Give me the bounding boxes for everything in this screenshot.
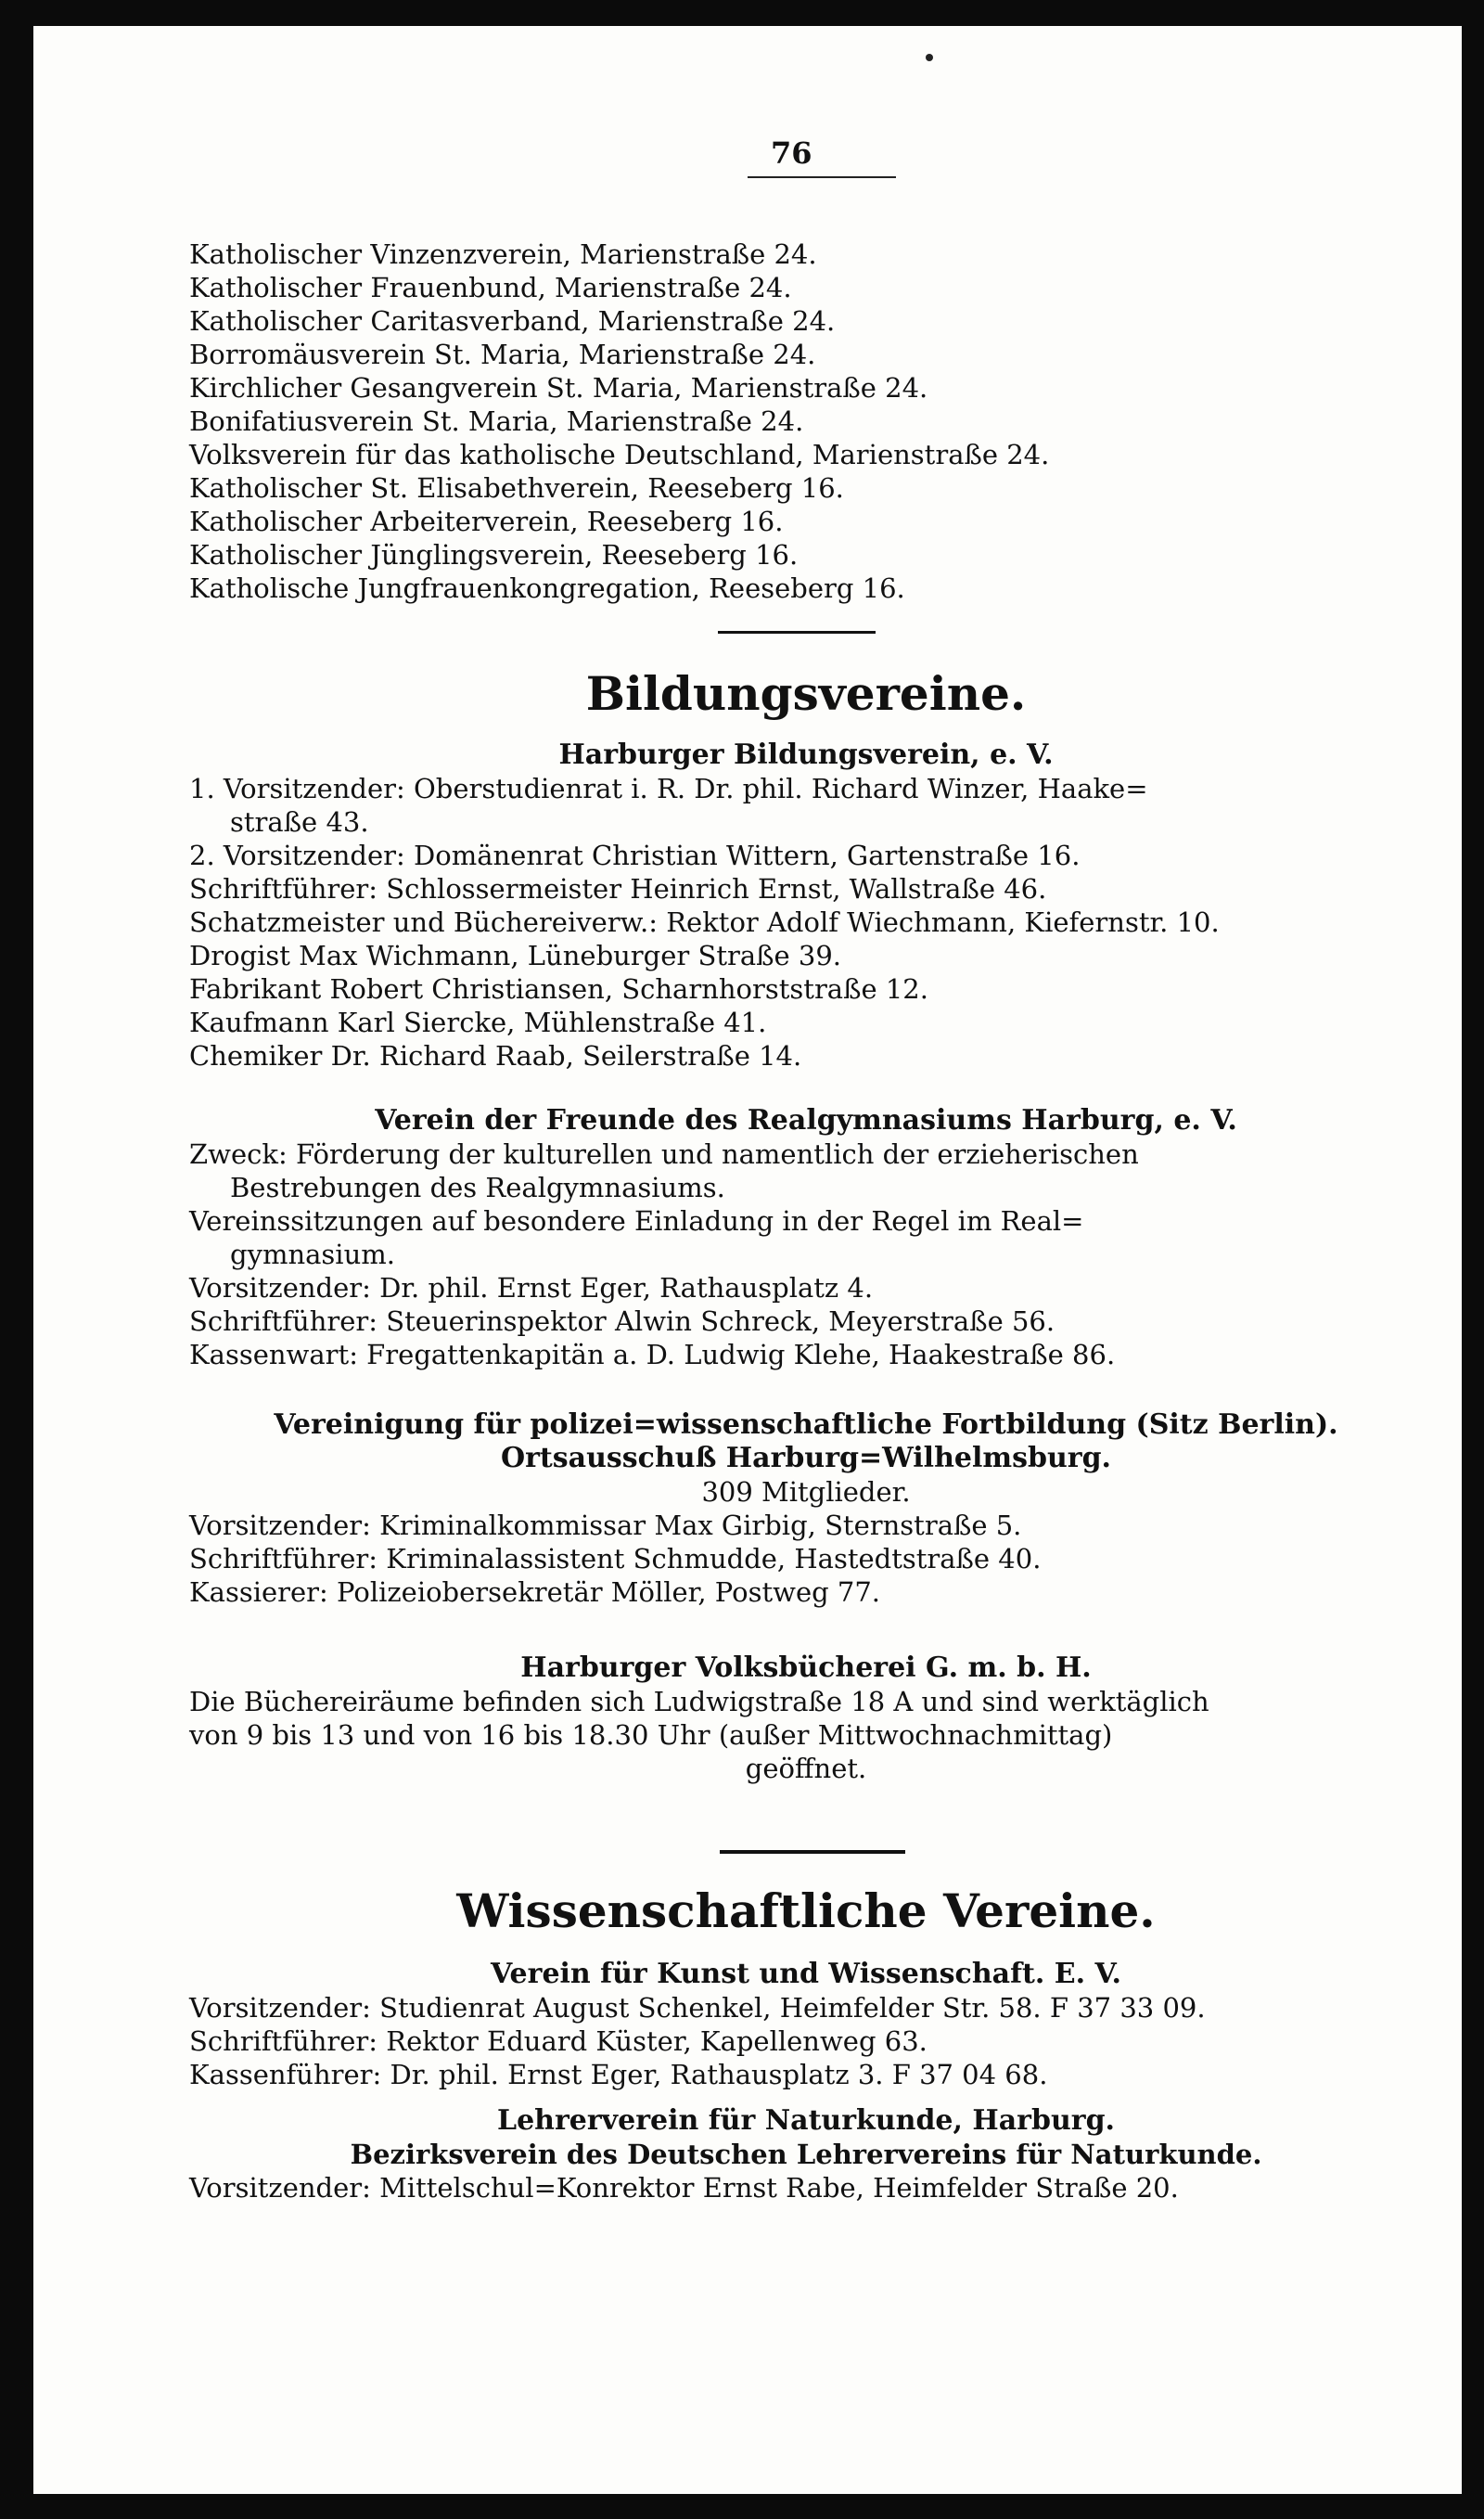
list-item: Katholischer St. Elisabethverein, Reeseberg 16. <box>189 472 844 504</box>
entry-line: Die Büchereiräume befinden sich Ludwigstraße 18 A und sind werktäglich <box>189 1686 1209 1717</box>
entry-line: straße 43. <box>230 806 369 838</box>
entry-line: Vorsitzender: Dr. phil. Ernst Eger, Rathausplatz 4. <box>189 1272 874 1304</box>
harburger-bildungsverein <box>189 739 1423 1073</box>
member-count: 309 Mitglieder. <box>701 1476 911 1508</box>
entry-line: Schriftführer: Schlossermeister Heinrich Ernst, Wallstraße 46. <box>189 873 1047 905</box>
entry-line: Vorsitzender: Mittelschul=Konrektor Ernst Rabe, Heimfelder Straße 20. <box>189 2172 1179 2204</box>
association-heading: Harburger Volksbücherei G. m. b. H. <box>520 1651 1092 1684</box>
list-item: Katholischer Vinzenzverein, Marienstraße 24. <box>189 238 817 270</box>
page-number-rule <box>748 176 896 178</box>
entry-line: Schriftführer: Rektor Eduard Küster, Kapellenweg 63. <box>189 2025 928 2057</box>
catholic-list <box>189 238 1423 605</box>
association-subheading: Ortsausschuß Harburg=Wilhelmsburg. <box>500 1442 1112 1474</box>
entry-line: gymnasium. <box>230 1239 395 1270</box>
entry-line: Kassenführer: Dr. phil. Ernst Eger, Rathausplatz 3. F 37 04 68. <box>189 2059 1048 2090</box>
entry-line: von 9 bis 13 und von 16 bis 18.30 Uhr (außer Mittwochnachmittag) <box>189 1719 1113 1751</box>
entry-line: geöffnet. <box>745 1753 867 1784</box>
entry-line: Zweck: Förderung der kulturellen und namentlich der erzieherischen <box>189 1138 1139 1170</box>
section-divider <box>720 1850 905 1854</box>
entry-line: Drogist Max Wichmann, Lüneburger Straße 39. <box>189 940 842 971</box>
association-subheading: Bezirksverein des Deutschen Lehrervereins für Naturkunde. <box>350 2139 1262 2170</box>
list-item: Bonifatiusverein St. Maria, Marienstraße 24. <box>189 405 804 437</box>
entry-line: Fabrikant Robert Christiansen, Scharnhorststraße 12. <box>189 973 928 1005</box>
entry-line: Kaufmann Karl Siercke, Mühlenstraße 41. <box>189 1007 767 1038</box>
entry-line: Schriftführer: Steuerinspektor Alwin Schreck, Meyerstraße 56. <box>189 1305 1055 1337</box>
vereinigung-polizei <box>189 1408 1423 1609</box>
list-item: Katholischer Arbeiterverein, Reeseberg 16. <box>189 506 784 537</box>
section-wissenschaftliche-vereine <box>189 1883 1423 1939</box>
entry-line: 2. Vorsitzender: Domänenrat Christian Wittern, Gartenstraße 16. <box>189 840 1081 871</box>
verein-freunde-realgymnasium <box>189 1104 1423 1371</box>
lehrerverein-naturkunde <box>189 2104 1423 2204</box>
ink-dot <box>926 54 933 61</box>
document-page <box>33 26 1462 2494</box>
entry-line: Kassierer: Polizeiobersekretär Möller, Postweg 77. <box>189 1576 881 1608</box>
harburger-volksbuecherei <box>189 1651 1423 1785</box>
list-item: Borromäusverein St. Maria, Marienstraße 24. <box>189 339 816 370</box>
list-item: Katholischer Jünglingsverein, Reeseberg 16. <box>189 539 799 571</box>
entry-line: Schriftführer: Kriminalassistent Schmudde, Hastedtstraße 40. <box>189 1543 1042 1574</box>
section-title: Wissenschaftliche Vereine. <box>456 1883 1156 1938</box>
entry-line: Vorsitzender: Studienrat August Schenkel, Heimfelder Str. 58. F 37 33 09. <box>189 1992 1206 2024</box>
entry-line: 1. Vorsitzender: Oberstudienrat i. R. Dr. phil. Richard Winzer, Haake= <box>189 773 1148 804</box>
entry-line: Schatzmeister und Büchereiverw.: Rektor Adolf Wiechmann, Kiefernstr. 10. <box>189 906 1220 938</box>
entry-line: Chemiker Dr. Richard Raab, Seilerstraße 14. <box>189 1040 802 1072</box>
entry-line: Vorsitzender: Kriminalkommissar Max Girbig, Sternstraße 5. <box>189 1510 1022 1541</box>
list-item: Katholische Jungfrauenkongregation, Reeseberg 16. <box>189 572 905 604</box>
association-heading: Vereinigung für polizei=wissenschaftliche Fortbildung (Sitz Berlin). <box>274 1408 1338 1441</box>
association-heading: Verein der Freunde des Realgymnasiums Harburg, e. V. <box>375 1104 1237 1137</box>
verein-kunst-wissenschaft <box>189 1958 1423 2091</box>
entry-line: Vereinssitzungen auf besondere Einladung in der Regel im Real= <box>189 1205 1084 1237</box>
association-heading: Harburger Bildungsverein, e. V. <box>558 739 1054 771</box>
entry-line: Kassenwart: Fregattenkapitän a. D. Ludwig Klehe, Haakestraße 86. <box>189 1339 1116 1370</box>
entry-line: Bestrebungen des Realgymnasiums. <box>230 1172 725 1203</box>
association-heading: Lehrerverein für Naturkunde, Harburg. <box>496 2104 1116 2137</box>
section-divider <box>718 631 876 634</box>
page-number: 76 <box>771 135 812 171</box>
list-item: Katholischer Caritasverband, Marienstraße 24. <box>189 305 836 337</box>
list-item: Kirchlicher Gesangverein St. Maria, Marienstraße 24. <box>189 372 928 404</box>
section-bildungsvereine <box>189 666 1423 722</box>
association-heading: Verein für Kunst und Wissenschaft. E. V. <box>491 1958 1121 1990</box>
list-item: Volksverein für das katholische Deutschland, Marienstraße 24. <box>189 439 1050 470</box>
section-title: Bildungsvereine. <box>585 666 1027 721</box>
list-item: Katholischer Frauenbund, Marienstraße 24. <box>189 272 792 303</box>
